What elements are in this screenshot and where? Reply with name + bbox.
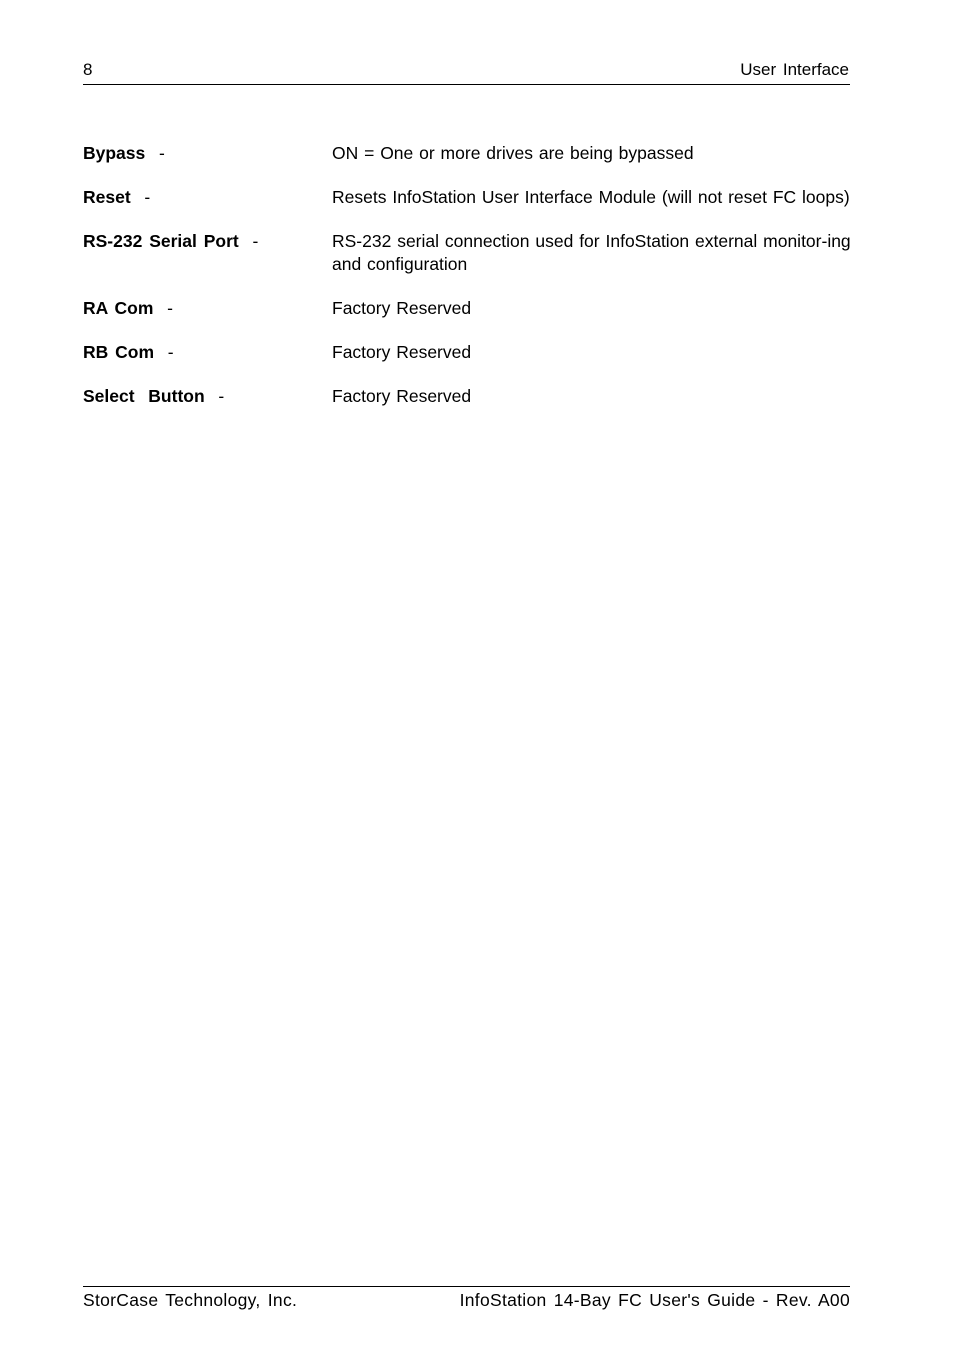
- definition-item-reset: [83, 186, 853, 209]
- definition-description: Factory Reserved: [332, 342, 472, 362]
- definition-description: ON = One or more drives are being bypassed: [332, 143, 694, 163]
- term-separator: -: [159, 143, 165, 163]
- definition-item-ra-com: [83, 297, 853, 320]
- footer-company: StorCase Technology, Inc.: [83, 1290, 298, 1310]
- term-separator: -: [167, 342, 174, 362]
- term-separator: -: [252, 231, 259, 251]
- definition-term: [83, 385, 332, 408]
- term-separator: -: [167, 298, 173, 318]
- term-separator: -: [218, 386, 225, 406]
- definition-description: Factory Reserved: [332, 298, 472, 318]
- definition-description: RS-232 serial connection used for InfoStation external monitor-ing and configuration: [332, 231, 851, 274]
- definition-term: [83, 230, 332, 276]
- term-label: Reset: [83, 187, 131, 207]
- footer-guide-title: InfoStation 14-Bay FC User's Guide - Rev. A00: [459, 1290, 850, 1310]
- page-number: 8: [83, 60, 93, 79]
- term-label: Select Button: [83, 386, 205, 406]
- term-label: Bypass: [83, 143, 146, 163]
- definition-item-select-button: [83, 385, 853, 408]
- term-separator: -: [144, 187, 151, 207]
- definition-term: [83, 142, 332, 165]
- term-label: RA Com: [83, 298, 154, 318]
- page-footer: [83, 1286, 850, 1310]
- term-label: RB Com: [83, 342, 155, 362]
- definition-list: [83, 142, 853, 429]
- definition-term: [83, 186, 332, 209]
- definition-description: Resets InfoStation User Interface Module (will not reset FC loops): [332, 187, 850, 207]
- page-header: [83, 58, 850, 85]
- definition-item-rs232-serial-port: [83, 230, 853, 276]
- section-title: User Interface: [740, 60, 849, 79]
- definition-term: [83, 297, 332, 320]
- definition-term: [83, 341, 332, 364]
- definition-item-rb-com: [83, 341, 853, 364]
- definition-item-bypass: [83, 142, 853, 165]
- definition-description: Factory Reserved: [332, 386, 472, 406]
- term-label: RS-232 Serial Port: [83, 231, 239, 251]
